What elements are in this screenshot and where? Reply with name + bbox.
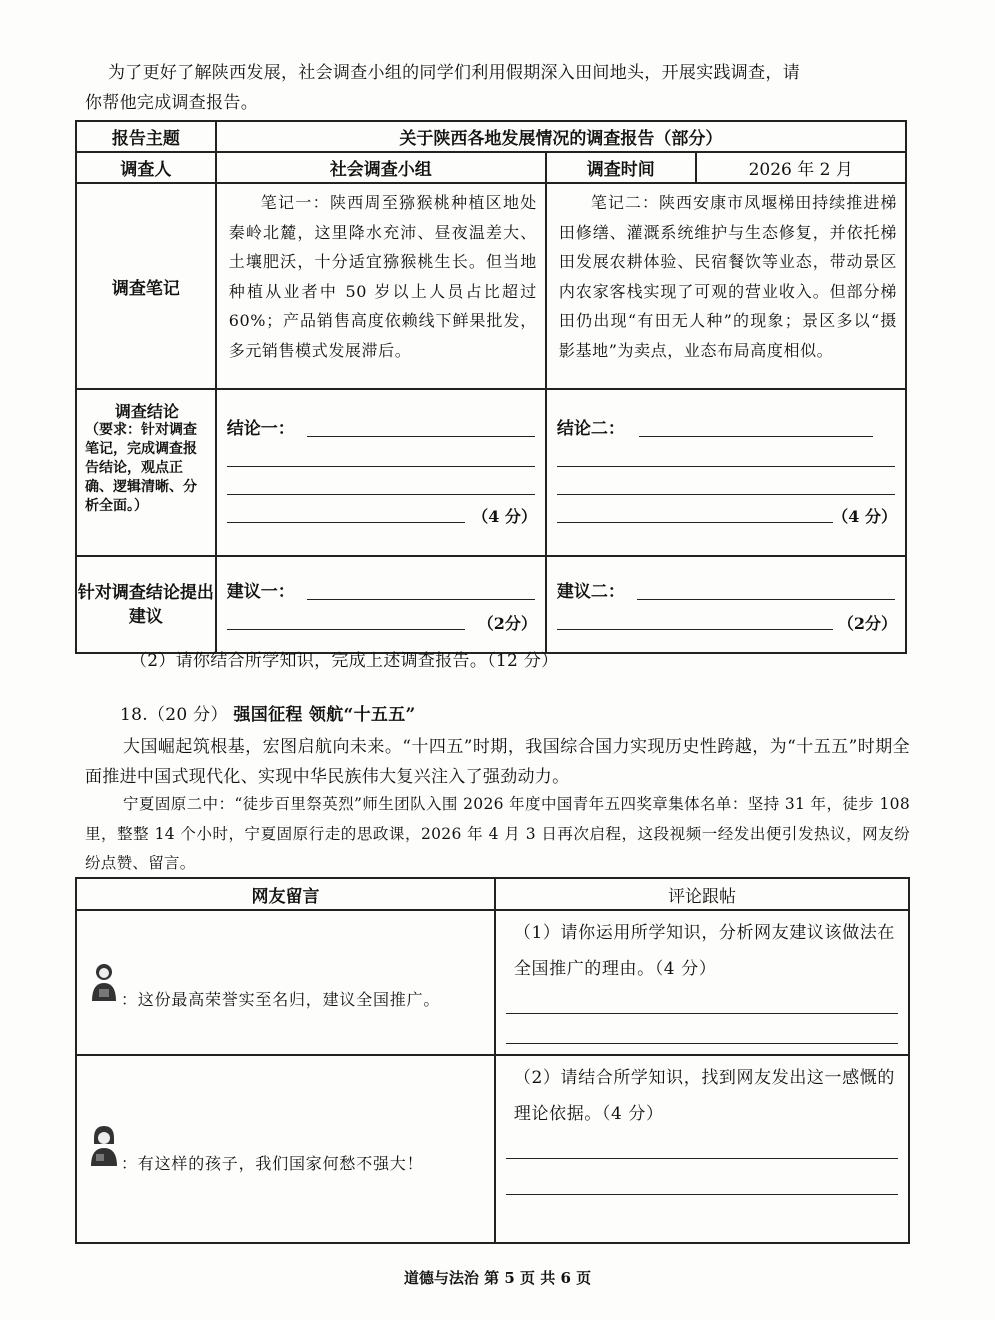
suggest-1-line-2[interactable]: [227, 629, 465, 630]
conclusion-1-label: 结论一：: [226, 419, 295, 439]
notes-label: 调查笔记: [76, 183, 216, 389]
suggest-1-points: （2分）: [477, 614, 537, 633]
q18-title: [120, 700, 910, 730]
suggest-1-label: 建议一：: [226, 582, 295, 602]
q18-paragraph-2: 宁夏固原二中：“徒步百里祭英烈”师生团队入围 2026 年度中国青年五四奖章集体名单：坚持 31 年，徒步 108 里，整整 14 个小时，宁夏固原行走的思政课，2026 年 4 月 3 日再次启程，这段视频一经发出便引发热议，网友纷纷点赞、留言。: [85, 795, 910, 872]
q18-number: 18.（20 分）: [120, 705, 228, 725]
investigator-label: 调查人: [76, 152, 216, 183]
suggest-2-cell: [546, 556, 906, 653]
conclusion-2-line-4[interactable]: [557, 522, 833, 523]
intro-line-2: 你帮他完成调查报告。: [85, 93, 258, 113]
topic-label: 报告主题: [76, 121, 216, 152]
q18-title-text: 强国征程 领航“十五五”: [233, 705, 416, 725]
conclusion-2-points: （4 分）: [832, 507, 897, 526]
netizen-2-avatar-icon: [89, 1124, 119, 1170]
suggest-label: 针对调查结论提出建议: [76, 556, 216, 653]
intro-line-1: 为了更好了解陕西发展，社会调查小组的同学们利用假期深入田间地头，开展实践调查，请: [108, 63, 800, 83]
conclusion-1-line-4[interactable]: [227, 522, 465, 523]
question-2-line-1[interactable]: [506, 1158, 898, 1159]
page-footer: 道德与法治 第 5 页 共 6 页: [403, 1269, 592, 1287]
suggest-2-line-1[interactable]: [637, 599, 895, 600]
conclusion-1-cell: [216, 389, 546, 556]
question-1-line-1[interactable]: [506, 1013, 898, 1014]
conclusion-label-cell: [76, 389, 216, 556]
netizen-1-avatar-icon: [89, 961, 119, 1005]
suggest-2-label: 建议二：: [556, 582, 625, 602]
suggest-2-points: （2分）: [837, 614, 897, 633]
comment-table: [75, 877, 910, 1244]
question-2-line-2[interactable]: [506, 1194, 898, 1195]
conclusion-1-line-3[interactable]: [227, 494, 535, 495]
question-1: （1）请你运用所学知识，分析网友建议该做法在全国推广的理由。（4 分）: [513, 923, 895, 979]
conclusion-2-cell: [546, 389, 906, 556]
time-label: 调查时间: [546, 152, 696, 183]
question-1-cell: [495, 910, 909, 1055]
conclusion-2-line-1[interactable]: [639, 436, 873, 437]
conclusion-label-requirement: （要求：针对调查笔记，完成调查报告结论，观点正确、逻辑清晰、分析全面。）: [85, 422, 197, 514]
question-1-line-2[interactable]: [506, 1043, 898, 1044]
comment-1-text: ：这份最高荣誉实至名归，建议全国推广。: [121, 990, 441, 1009]
note-1: 笔记一：陕西周至猕猴桃种植区地处秦岭北麓，这里降水充沛、昼夜温差大、土壤肥沃，十分适宜猕猴桃生长。但当地种植从业者中 50 岁以上人员占比超过 60%；产品销售高度依赖线下鲜果批发，多元销售模式发展滞后。: [228, 193, 537, 360]
conclusion-2-line-2[interactable]: [557, 466, 895, 467]
note-1-cell: [216, 183, 546, 389]
question-2: （2）请结合所学知识，找到网友发出这一感慨的理论依据。（4 分）: [513, 1068, 895, 1124]
col-header-replies: 评论跟帖: [495, 878, 909, 910]
conclusion-2-line-3[interactable]: [557, 494, 895, 495]
comment-1-cell: [76, 910, 495, 1055]
conclusion-1-line-2[interactable]: [227, 466, 535, 467]
conclusion-label-title: 调查结论: [114, 402, 179, 421]
conclusion-1-points: （4 分）: [472, 507, 537, 526]
note-2: 笔记二：陕西安康市凤堰梯田持续推进梯田修缮、灌溉系统维护与生态修复，并依托梯田发展农耕体验、民宿餐饮等业态，带动景区内农家客栈实现了可观的营业收入。但部分梯田仍出现“有田无人种”的现象；景区多以“摄影基地”为卖点，业态布局高度相似。: [558, 193, 897, 360]
col-header-comments: 网友留言: [76, 878, 495, 910]
q18-paragraph-1: 大国崛起筑根基，宏图启航向未来。“十四五”时期，我国综合国力实现历史性跨越，为“十五五”时期全面推进中国式现代化、实现中华民族伟大复兴注入了强劲动力。: [85, 737, 910, 787]
suggest-1-cell: [216, 556, 546, 653]
question-2-cell: [495, 1055, 909, 1243]
comment-2-cell: [76, 1055, 495, 1243]
survey-report-table: [75, 120, 907, 654]
comment-2-text: ：有这样的孩子，我们国家何愁不强大！: [121, 1154, 424, 1173]
conclusion-2-label: 结论二：: [556, 419, 625, 439]
note-2-cell: [546, 183, 906, 389]
suggest-2-line-2[interactable]: [557, 629, 833, 630]
task-2: （2）请你结合所学知识，完成上述调查报告。（12 分）: [130, 651, 559, 671]
time-value: 2026 年 2 月: [696, 152, 907, 183]
topic-value: 关于陕西各地发展情况的调查报告（部分）: [216, 121, 906, 152]
investigator-value: 社会调查小组: [216, 152, 546, 183]
conclusion-1-line-1[interactable]: [307, 436, 535, 437]
suggest-1-line-1[interactable]: [307, 599, 535, 600]
